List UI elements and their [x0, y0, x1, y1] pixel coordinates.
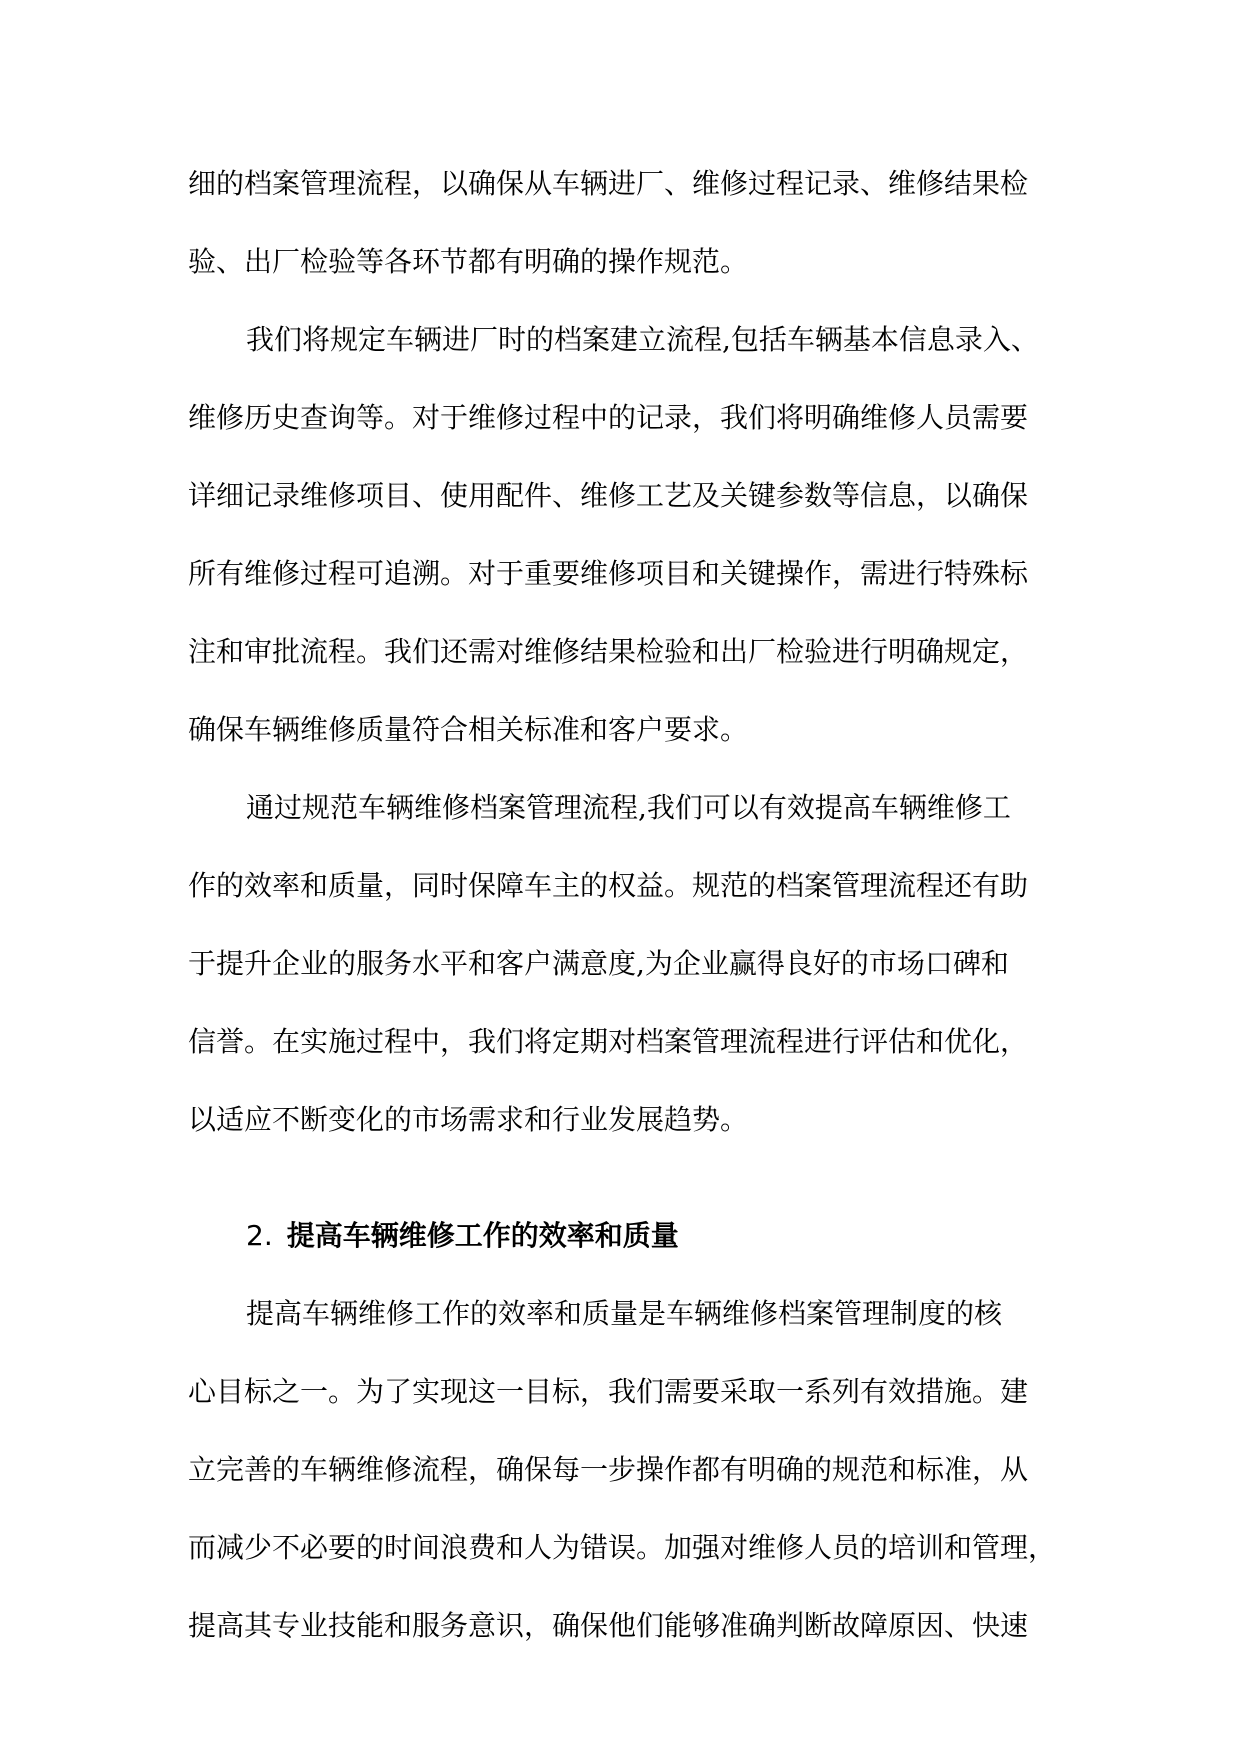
section-heading — [188, 1197, 1058, 1275]
section-number: 2. — [246, 1219, 273, 1252]
text-line: 心目标之一。为了实现这一目标，我们需要采取一系列有效措施。建 — [188, 1375, 1029, 1408]
text-line: 我们将规定车辆进厂时的档案建立流程,包括车辆基本信息录入、 — [246, 323, 1039, 356]
text-line: 立完善的车辆维修流程，确保每一步操作都有明确的规范和标准，从 — [188, 1453, 1029, 1486]
document-body — [188, 145, 1058, 1665]
text-line: 细的档案管理流程，以确保从车辆进厂、维修过程记录、维修结果检 — [188, 167, 1029, 200]
text-line: 通过规范车辆维修档案管理流程,我们可以有效提高车辆维修工 — [246, 791, 1011, 824]
text-line: 详细记录维修项目、使用配件、维修工艺及关键参数等信息，以确保 — [188, 479, 1029, 512]
text-line: 注和审批流程。我们还需对维修结果检验和出厂检验进行明确规定， — [188, 635, 1029, 668]
section-title: 提高车辆维修工作的效率和质量 — [286, 1219, 679, 1252]
text-line: 而减少不必要的时间浪费和人为错误。加强对维修人员的培训和管理， — [188, 1531, 1057, 1564]
text-line: 于提升企业的服务水平和客户满意度,为企业赢得良好的市场口碑和 — [188, 947, 1009, 980]
text-line: 验、出厂检验等各环节都有明确的操作规范。 — [188, 245, 749, 278]
text-line: 确保车辆维修质量符合相关标准和客户要求。 — [188, 713, 749, 746]
text-line: 维修历史查询等。对于维修过程中的记录，我们将明确维修人员需要 — [188, 401, 1029, 434]
text-line: 提高车辆维修工作的效率和质量是车辆维修档案管理制度的核 — [246, 1297, 1003, 1330]
text-line: 作的效率和质量，同时保障车主的权益。规范的档案管理流程还有助 — [188, 869, 1029, 902]
section-spacer — [188, 1159, 1058, 1197]
paragraph-1 — [188, 145, 1058, 301]
text-line: 信誉。在实施过程中，我们将定期对档案管理流程进行评估和优化， — [188, 1025, 1029, 1058]
paragraph-3 — [188, 769, 1058, 1159]
paragraph-2 — [188, 301, 1058, 769]
section-paragraph — [188, 1275, 1058, 1665]
text-line: 提高其专业技能和服务意识，确保他们能够准确判断故障原因、快速 — [188, 1609, 1029, 1642]
text-line: 所有维修过程可追溯。对于重要维修项目和关键操作，需进行特殊标 — [188, 557, 1029, 590]
text-line: 以适应不断变化的市场需求和行业发展趋势。 — [188, 1103, 749, 1136]
